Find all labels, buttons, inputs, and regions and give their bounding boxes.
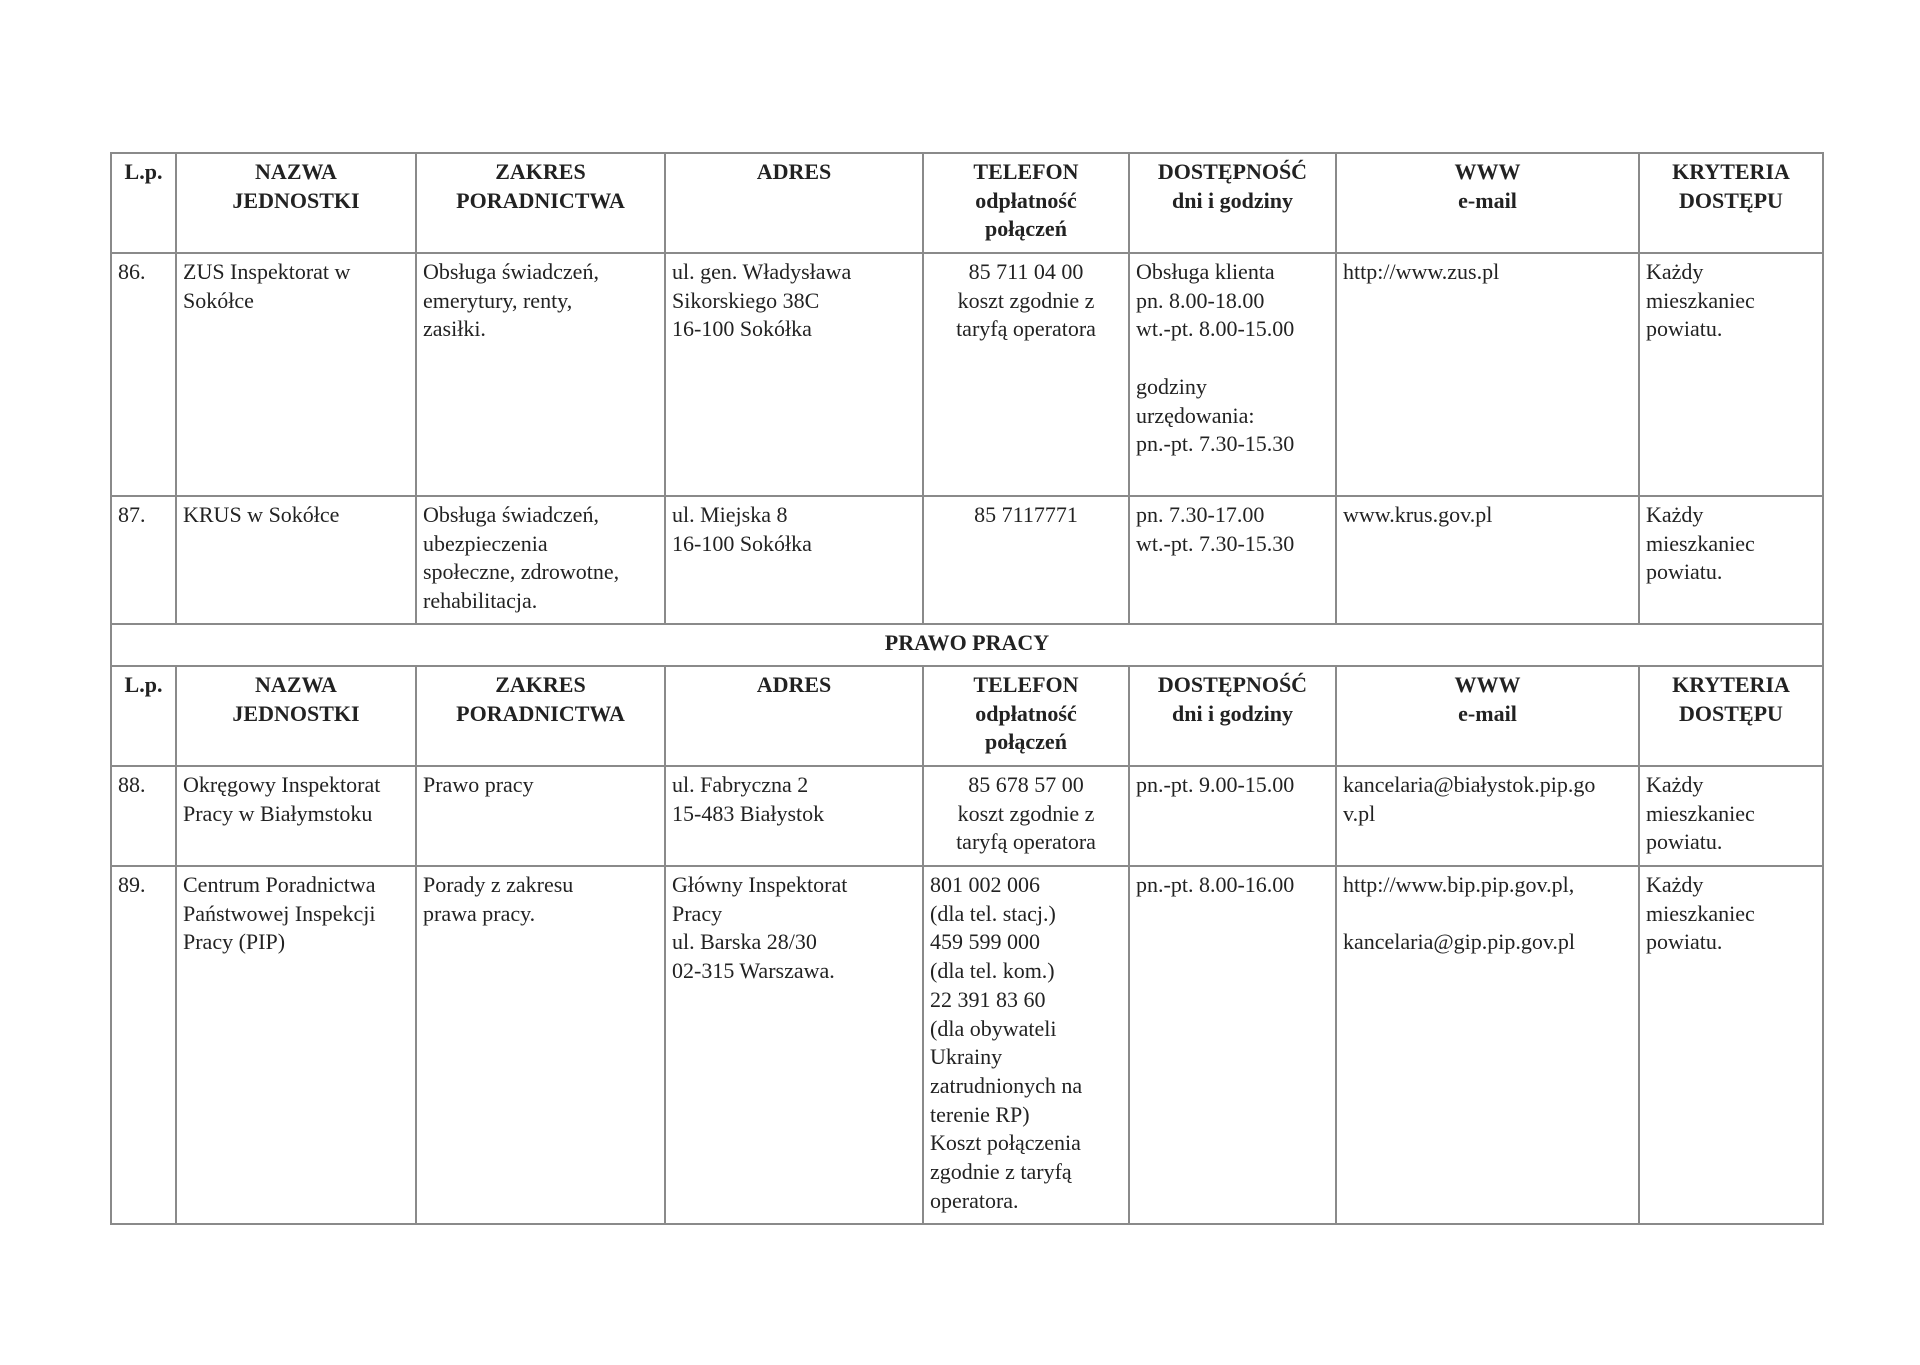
- header-zakres: ZAKRES PORADNICTWA: [416, 153, 665, 253]
- cell-nazwa: Okręgowy Inspektorat Pracy w Białymstoku: [176, 766, 416, 866]
- table-row: [111, 496, 1823, 624]
- cell-lp: 87.: [111, 496, 176, 624]
- cell-lp: 88.: [111, 766, 176, 866]
- email-link[interactable]: kancelaria@białystok.pip.go: [1343, 772, 1596, 797]
- table-header-row: [111, 153, 1823, 253]
- cell-nazwa: Centrum Poradnictwa Państwowej Inspekcji Pracy (PIP): [176, 866, 416, 1224]
- cell-www[interactable]: [1336, 496, 1639, 624]
- email-link[interactable]: kancelaria@gip.pip.gov.pl: [1343, 929, 1576, 955]
- cell-dostepnosc: pn.-pt. 9.00-15.00: [1129, 766, 1336, 866]
- cell-adres: ul. Miejska 8 16-100 Sokółka: [665, 496, 923, 624]
- section-title: PRAWO PRACY: [111, 624, 1823, 666]
- header-zakres: ZAKRES PORADNICTWA: [416, 666, 665, 766]
- header-www: WWW e-mail: [1336, 666, 1639, 766]
- cell-zakres: Obsługa świadczeń, emerytury, renty, zasiłki.: [416, 253, 665, 496]
- table-header-row: [111, 666, 1823, 766]
- cell-telefon: 85 711 04 00 koszt zgodnie z taryfą operatora: [923, 253, 1129, 496]
- cell-www[interactable]: kancelaria@białystok.pip.go v.pl: [1336, 766, 1639, 866]
- header-lp: L.p.: [111, 666, 176, 766]
- cell-www[interactable]: [1336, 253, 1639, 496]
- cell-adres: ul. Fabryczna 2 15-483 Białystok: [665, 766, 923, 866]
- section-row: [111, 624, 1823, 666]
- cell-telefon: 85 7117771: [923, 496, 1129, 624]
- header-adres: ADRES: [665, 666, 923, 766]
- cell-nazwa: ZUS Inspektorat w Sokółce: [176, 253, 416, 496]
- header-nazwa: NAZWA JEDNOSTKI: [176, 153, 416, 253]
- table-row: [111, 766, 1823, 866]
- cell-zakres: Obsługa świadczeń, ubezpieczenia społeczne, zdrowotne, rehabilitacja.: [416, 496, 665, 624]
- cell-adres: Główny Inspektorat Pracy ul. Barska 28/30 02-315 Warszawa.: [665, 866, 923, 1224]
- header-kryteria: KRYTERIA DOSTĘPU: [1639, 153, 1823, 253]
- header-kryteria: KRYTERIA DOSTĘPU: [1639, 666, 1823, 766]
- cell-lp: 89.: [111, 866, 176, 1224]
- cell-kryteria: Każdy mieszkaniec powiatu.: [1639, 766, 1823, 866]
- table-row: [111, 866, 1823, 1224]
- cell-telefon: 85 678 57 00 koszt zgodnie z taryfą operatora: [923, 766, 1129, 866]
- header-dostepnosc: DOSTĘPNOŚĆ dni i godziny: [1129, 153, 1336, 253]
- www-link[interactable]: www.krus.gov.pl: [1343, 502, 1493, 527]
- cell-adres: ul. gen. Władysława Sikorskiego 38C 16-100 Sokółka: [665, 253, 923, 496]
- cell-telefon: 801 002 006 (dla tel. stacj.) 459 599 000 (dla tel. kom.) 22 391 83 60 (dla obywateli Ukrainy zatrudnionych na terenie RP) Koszt połączenia zgodnie z taryfą operatora.: [923, 866, 1129, 1224]
- header-nazwa: NAZWA JEDNOSTKI: [176, 666, 416, 766]
- cell-kryteria: Każdy mieszkaniec powiatu.: [1639, 866, 1823, 1224]
- cell-kryteria: Każdy mieszkaniec powiatu.: [1639, 253, 1823, 496]
- cell-dostepnosc: Obsługa klienta pn. 8.00-18.00 wt.-pt. 8.00-15.00 godziny urzędowania: pn.-pt. 7.30-15.30: [1129, 253, 1336, 496]
- www-link[interactable]: http://www.zus.pl: [1343, 259, 1500, 284]
- cell-dostepnosc: pn. 7.30-17.00 wt.-pt. 7.30-15.30: [1129, 496, 1336, 624]
- cell-nazwa: KRUS w Sokółce: [176, 496, 416, 624]
- header-telefon: TELEFON odpłatność połączeń: [923, 153, 1129, 253]
- www-link[interactable]: http://www.bip.pip.gov.pl,: [1343, 872, 1575, 897]
- header-lp: L.p.: [111, 153, 176, 253]
- header-www: WWW e-mail: [1336, 153, 1639, 253]
- cell-zakres: Porady z zakresu prawa pracy.: [416, 866, 665, 1224]
- cell-www[interactable]: [1336, 866, 1639, 1224]
- cell-kryteria: Każdy mieszkaniec powiatu.: [1639, 496, 1823, 624]
- header-adres: ADRES: [665, 153, 923, 253]
- header-dostepnosc: DOSTĘPNOŚĆ dni i godziny: [1129, 666, 1336, 766]
- institutions-table: [110, 152, 1824, 1225]
- header-telefon: TELEFON odpłatność połączeń: [923, 666, 1129, 766]
- cell-zakres: Prawo pracy: [416, 766, 665, 866]
- cell-dostepnosc: pn.-pt. 8.00-16.00: [1129, 866, 1336, 1224]
- cell-lp: 86.: [111, 253, 176, 496]
- table-row: [111, 253, 1823, 496]
